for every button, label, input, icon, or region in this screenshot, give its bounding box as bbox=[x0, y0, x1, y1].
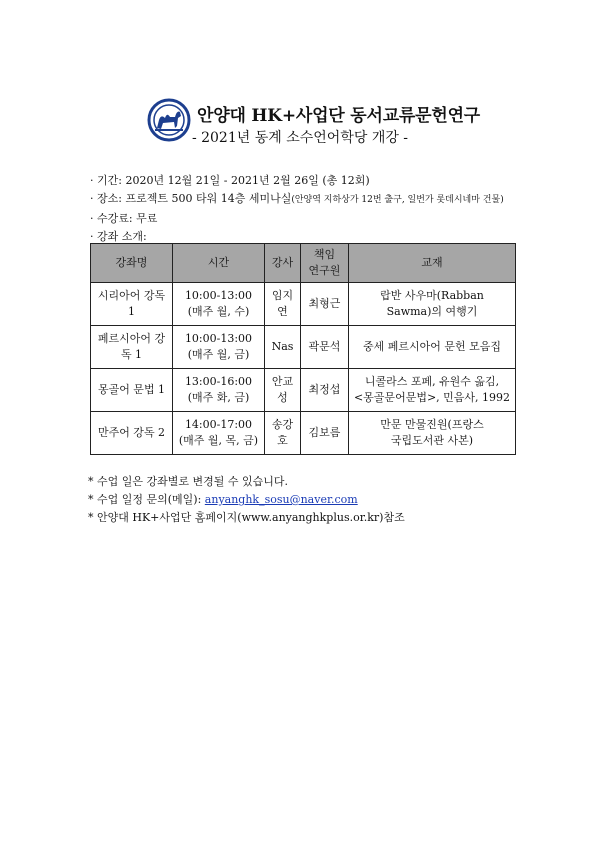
course-researcher: 최형근 bbox=[301, 283, 349, 326]
course-table bbox=[90, 243, 516, 455]
place-value: 프로젝트 500 타워 14층 세미나실 bbox=[125, 192, 292, 206]
course-name: 시리아어 강독 1 bbox=[91, 283, 173, 326]
table-row bbox=[91, 283, 516, 326]
course-lecturer: 임지연 bbox=[265, 283, 301, 326]
contact-email-link[interactable]: anyanghk_sosu@naver.com bbox=[204, 493, 358, 506]
course-lecturer: 송강호 bbox=[265, 412, 301, 455]
course-lecturer: 안교성 bbox=[265, 369, 301, 412]
place-note: (안양역 지하상가 12번 출구, 일번가 롯데시네마 건물) bbox=[291, 195, 504, 206]
table-row bbox=[91, 369, 516, 412]
fee-label: · 수강료: bbox=[90, 211, 133, 225]
period-row bbox=[90, 172, 550, 190]
course-textbook: 만문 만물진원(프랑스 국립도서관 사본) bbox=[349, 412, 516, 455]
course-time: 10:00-13:00 (매주 월, 수) bbox=[173, 283, 265, 326]
course-researcher: 최정섭 bbox=[301, 369, 349, 412]
document-title: 안양대 HK+사업단 동서교류문헌연구 bbox=[197, 106, 481, 126]
course-lecturer: Nas bbox=[265, 326, 301, 369]
course-name: 만주어 강독 2 bbox=[91, 412, 173, 455]
header-time: 시간 bbox=[173, 244, 265, 283]
note-contact-label: * 수업 일정 문의(메일): bbox=[88, 493, 205, 506]
header-textbook: 교재 bbox=[349, 244, 516, 283]
place-row bbox=[90, 190, 550, 209]
header-researcher: 책임 연구원 bbox=[301, 244, 349, 283]
header-course: 강좌명 bbox=[91, 244, 173, 283]
course-textbook: 랍반 사우마(Rabban Sawma)의 여행기 bbox=[349, 283, 516, 326]
table-row bbox=[91, 326, 516, 369]
document-subtitle: - 2021년 동계 소수언어학당 개강 - bbox=[191, 130, 409, 146]
course-textbook: 중세 페르시아어 문헌 모음집 bbox=[349, 326, 516, 369]
place-label: · 장소: bbox=[90, 192, 122, 206]
note-schedule-change: * 수업 일은 강좌별로 변경될 수 있습니다. bbox=[88, 475, 288, 488]
course-time: 14:00-17:00 (매주 월, 목, 금) bbox=[173, 412, 265, 455]
note-contact bbox=[88, 491, 405, 509]
fee-row bbox=[90, 210, 550, 228]
course-textbook: 니콜라스 포페, 유원수 옮김, <몽골문어문법>, 민음사, 1992 bbox=[349, 369, 516, 412]
course-name: 몽골어 문법 1 bbox=[91, 369, 173, 412]
course-time: 10:00-13:00 (매주 월, 금) bbox=[173, 326, 265, 369]
note-homepage: * 안양대 HK+사업단 홈페이지(www.anyanghkplus.or.kr)참조 bbox=[88, 511, 405, 524]
table-row bbox=[91, 412, 516, 455]
course-time: 13:00-16:00 (매주 화, 금) bbox=[173, 369, 265, 412]
fee-value: 무료 bbox=[136, 211, 158, 225]
table-header-row bbox=[91, 244, 516, 283]
course-name: 페르시아어 강독 1 bbox=[91, 326, 173, 369]
period-value: 2020년 12월 21일 - 2021년 2월 26일 (총 12회) bbox=[125, 174, 370, 187]
course-intro-label: · 강좌 소개: bbox=[90, 229, 147, 243]
period-label: · 기간: bbox=[90, 174, 122, 187]
notes-section bbox=[88, 473, 405, 527]
course-researcher: 곽문석 bbox=[301, 326, 349, 369]
course-researcher: 김보름 bbox=[301, 412, 349, 455]
header-lecturer: 강사 bbox=[265, 244, 301, 283]
course-info bbox=[90, 172, 550, 246]
